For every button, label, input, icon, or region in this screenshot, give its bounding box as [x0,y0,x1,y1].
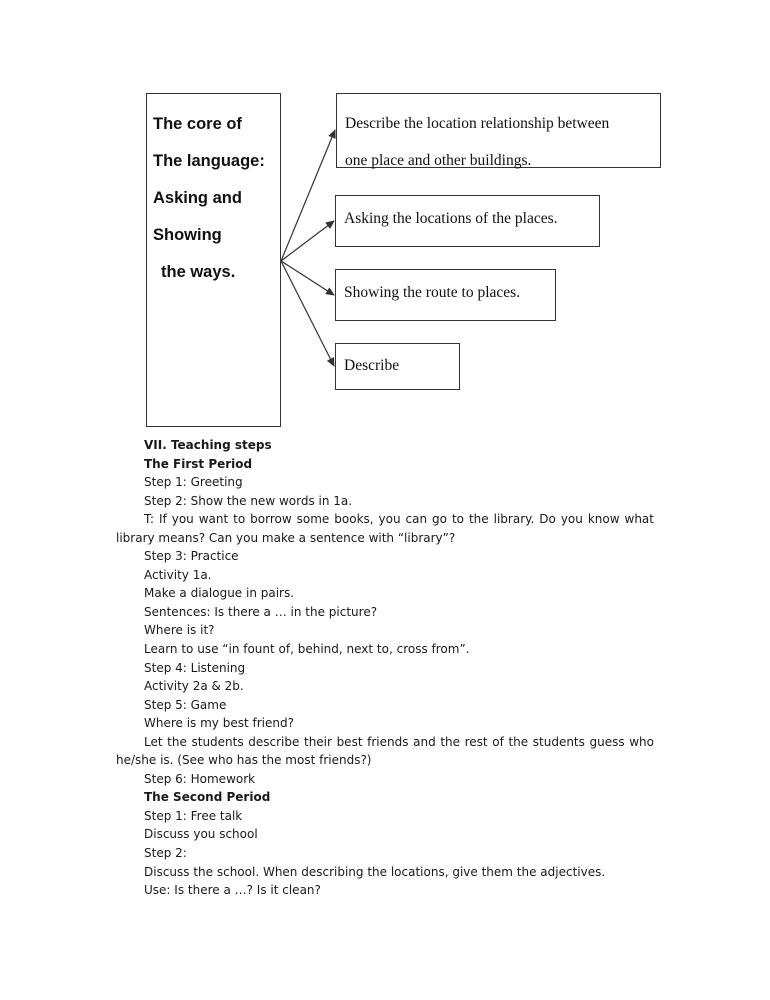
paragraph: Step 1: Free talk [144,808,243,823]
target-box-line: one place and other buildings. [345,152,532,169]
core-language-box [146,93,281,427]
core-line: The core of [153,115,242,133]
target-box-line: Describe the location relationship between [345,115,610,132]
paragraph: Where is it? [144,623,215,638]
paragraph: Step 1: Greeting [144,475,243,490]
paragraph: T: If you want to borrow some books, you can go to the library. Do you know what library means? Can you make a sentence with “library”? [116,512,654,545]
paragraph: Step 2: [144,846,187,861]
language-core-diagram [0,0,770,440]
teaching-steps-text [116,436,654,900]
paragraph: Step 2: Show the new words in 1a. [144,493,353,508]
section-heading: VII. Teaching steps [144,438,272,452]
paragraph: Step 4: Listening [144,660,246,675]
paragraph: Step 5: Game [144,697,227,712]
target-box-line: Describe [344,357,400,374]
paragraph: Make a dialogue in pairs. [144,586,295,601]
period-heading: The Second Period [144,790,271,805]
core-line: the ways. [161,263,236,281]
target-box-line: Showing the route to places. [344,284,521,301]
paragraph: Discuss you school [144,827,258,842]
core-line: Asking and [153,189,242,207]
paragraph: Activity 1a. [144,567,212,582]
paragraph: Activity 2a & 2b. [144,679,244,694]
paragraph: Let the students describe their best friends and the rest of the students guess who he/she is. (See who has the most friends?) [116,734,654,768]
paragraph: Discuss the school. When describing the locations, give them the adjectives. [144,864,606,879]
paragraph: Step 6: Homework [144,771,256,786]
arrow-to-describe [281,261,334,366]
paragraph: Where is my best friend? [144,716,294,731]
paragraph: Sentences: Is there a … in the picture? [144,604,378,619]
target-box-line: Asking the locations of the places. [344,210,558,227]
paragraph: Step 3: Practice [144,549,239,564]
period-heading: The First Period [144,456,253,471]
core-line: The language: [153,152,265,170]
core-line: Showing [153,226,222,244]
target-box-location-relationship [336,93,661,168]
target-box-asking-locations [335,195,600,247]
target-box-describe [335,343,460,390]
target-box-showing-route [335,269,556,321]
paragraph: Use: Is there a …? Is it clean? [144,883,321,898]
paragraph: Learn to use “in fount of, behind, next to, cross from”. [144,642,470,657]
